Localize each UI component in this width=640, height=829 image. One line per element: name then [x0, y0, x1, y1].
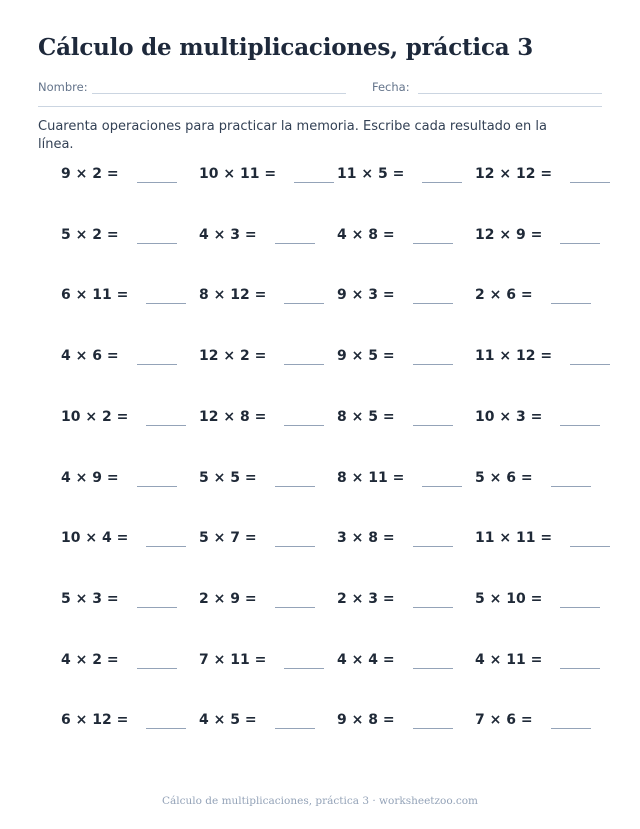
- answer-line[interactable]: [560, 607, 600, 608]
- problem-expression: 5 × 2 =: [61, 226, 119, 243]
- problem-item: [475, 712, 611, 734]
- problem-item: [61, 287, 197, 309]
- answer-line[interactable]: [146, 546, 186, 547]
- problem-expression: 5 × 5 =: [199, 469, 257, 486]
- problem-item: [61, 712, 197, 734]
- problem-item: [475, 227, 611, 249]
- problem-item: [199, 530, 335, 552]
- answer-line[interactable]: [413, 668, 453, 669]
- problem-item: [199, 409, 335, 431]
- answer-line[interactable]: [137, 607, 177, 608]
- problem-item: [199, 712, 335, 734]
- problem-item: [337, 348, 473, 370]
- problem-item: [199, 227, 335, 249]
- problem-expression: 11 × 5 =: [337, 166, 405, 182]
- problem-item: [61, 227, 197, 249]
- answer-line[interactable]: [284, 303, 324, 304]
- problem-item: [61, 166, 197, 188]
- problem-item: [199, 166, 335, 188]
- answer-line[interactable]: [570, 364, 610, 365]
- problem-item: [199, 652, 335, 674]
- problem-item: [61, 348, 197, 370]
- problem-expression: 9 × 8 =: [337, 712, 395, 729]
- problem-expression: 10 × 3 =: [475, 408, 543, 425]
- problem-item: [475, 166, 611, 188]
- answer-line[interactable]: [413, 243, 453, 244]
- problem-expression: 7 × 6 =: [475, 712, 533, 729]
- problem-expression: 8 × 11 =: [337, 469, 405, 486]
- problem-item: [475, 530, 611, 552]
- problem-expression: 12 × 2 =: [199, 348, 267, 365]
- answer-line[interactable]: [146, 303, 186, 304]
- instructions: Cuarenta operaciones para practicar la memoria. Escribe cada resultado en la línea.: [38, 119, 547, 152]
- answer-line[interactable]: [560, 668, 600, 669]
- problem-item: [337, 712, 473, 734]
- problem-item: [199, 348, 335, 370]
- answer-line[interactable]: [560, 425, 600, 426]
- answer-line[interactable]: [413, 546, 453, 547]
- page-title: Cálculo de multiplicaciones, práctica 3: [38, 34, 534, 61]
- problem-item: [337, 530, 473, 552]
- answer-line[interactable]: [570, 546, 610, 547]
- problem-item: [199, 287, 335, 309]
- problem-expression: 2 × 3 =: [337, 590, 395, 607]
- problem-item: [337, 166, 473, 188]
- problem-item: [475, 287, 611, 309]
- problem-expression: 6 × 12 =: [61, 712, 129, 729]
- problem-expression: 12 × 9 =: [475, 226, 543, 243]
- problem-expression: 5 × 6 =: [475, 469, 533, 486]
- problem-expression: 10 × 11 =: [199, 166, 277, 182]
- problem-expression: 6 × 11 =: [61, 287, 129, 304]
- problem-expression: 7 × 11 =: [199, 651, 267, 668]
- answer-line[interactable]: [560, 243, 600, 244]
- problem-item: [61, 470, 197, 492]
- answer-line[interactable]: [146, 728, 186, 729]
- problem-expression: 5 × 3 =: [61, 590, 119, 607]
- answer-line[interactable]: [275, 607, 315, 608]
- problem-expression: 3 × 8 =: [337, 530, 395, 547]
- problem-item: [475, 409, 611, 431]
- answer-line[interactable]: [551, 728, 591, 729]
- problem-expression: 4 × 2 =: [61, 651, 119, 668]
- answer-line[interactable]: [137, 243, 177, 244]
- answer-line[interactable]: [275, 486, 315, 487]
- problem-expression: 12 × 12 =: [475, 166, 553, 182]
- problem-expression: 9 × 3 =: [337, 287, 395, 304]
- problem-expression: 4 × 3 =: [199, 226, 257, 243]
- problem-item: [61, 409, 197, 431]
- problem-expression: 12 × 8 =: [199, 408, 267, 425]
- problem-expression: 2 × 9 =: [199, 590, 257, 607]
- problem-expression: 4 × 9 =: [61, 469, 119, 486]
- problem-expression: 8 × 12 =: [199, 287, 267, 304]
- problem-expression: 10 × 2 =: [61, 408, 129, 425]
- problem-item: [61, 530, 197, 552]
- answer-line[interactable]: [551, 303, 591, 304]
- answer-line[interactable]: [137, 668, 177, 669]
- problem-item: [337, 652, 473, 674]
- problem-expression: 11 × 11 =: [475, 530, 553, 547]
- problem-expression: 9 × 5 =: [337, 348, 395, 365]
- name-label: Nombre:: [38, 80, 88, 94]
- problem-expression: 4 × 8 =: [337, 226, 395, 243]
- problem-expression: 2 × 6 =: [475, 287, 533, 304]
- answer-line[interactable]: [275, 546, 315, 547]
- answer-line[interactable]: [284, 668, 324, 669]
- problem-item: [475, 470, 611, 492]
- footer: Cálculo de multiplicaciones, práctica 3 · worksheetzoo.com: [161, 795, 479, 807]
- problem-item: [337, 227, 473, 249]
- answer-line[interactable]: [275, 728, 315, 729]
- problem-expression: 5 × 7 =: [199, 530, 257, 547]
- problem-item: [61, 591, 197, 613]
- answer-line[interactable]: [284, 425, 324, 426]
- answer-line[interactable]: [413, 607, 453, 608]
- answer-line[interactable]: [413, 728, 453, 729]
- answer-line[interactable]: [146, 425, 186, 426]
- problem-item: [199, 470, 335, 492]
- answer-line[interactable]: [422, 182, 462, 183]
- problem-expression: 9 × 2 =: [61, 166, 119, 182]
- problem-expression: 4 × 4 =: [337, 651, 395, 668]
- problem-item: [337, 287, 473, 309]
- answer-line[interactable]: [422, 486, 462, 487]
- answer-line[interactable]: [294, 182, 334, 183]
- problem-item: [337, 409, 473, 431]
- problem-item: [199, 591, 335, 613]
- problem-expression: 4 × 5 =: [199, 712, 257, 729]
- problem-expression: 5 × 10 =: [475, 590, 543, 607]
- problem-expression: 4 × 6 =: [61, 348, 119, 365]
- problem-expression: 10 × 4 =: [61, 530, 129, 547]
- answer-line[interactable]: [137, 364, 177, 365]
- problem-item: [475, 591, 611, 613]
- answer-line[interactable]: [275, 243, 315, 244]
- problem-item: [337, 470, 473, 492]
- problem-expression: 8 × 5 =: [337, 408, 395, 425]
- answer-line[interactable]: [137, 486, 177, 487]
- date-label: Fecha:: [372, 80, 410, 94]
- problem-item: [61, 652, 197, 674]
- answer-line[interactable]: [413, 364, 453, 365]
- problem-expression: 4 × 11 =: [475, 651, 543, 668]
- answer-line[interactable]: [570, 182, 610, 183]
- problem-expression: 11 × 12 =: [475, 348, 553, 365]
- problem-item: [475, 348, 611, 370]
- answer-line[interactable]: [284, 364, 324, 365]
- answer-line[interactable]: [413, 303, 453, 304]
- problem-item: [475, 652, 611, 674]
- answer-line[interactable]: [551, 486, 591, 487]
- answer-line[interactable]: [413, 425, 453, 426]
- answer-line[interactable]: [137, 182, 177, 183]
- problem-item: [337, 591, 473, 613]
